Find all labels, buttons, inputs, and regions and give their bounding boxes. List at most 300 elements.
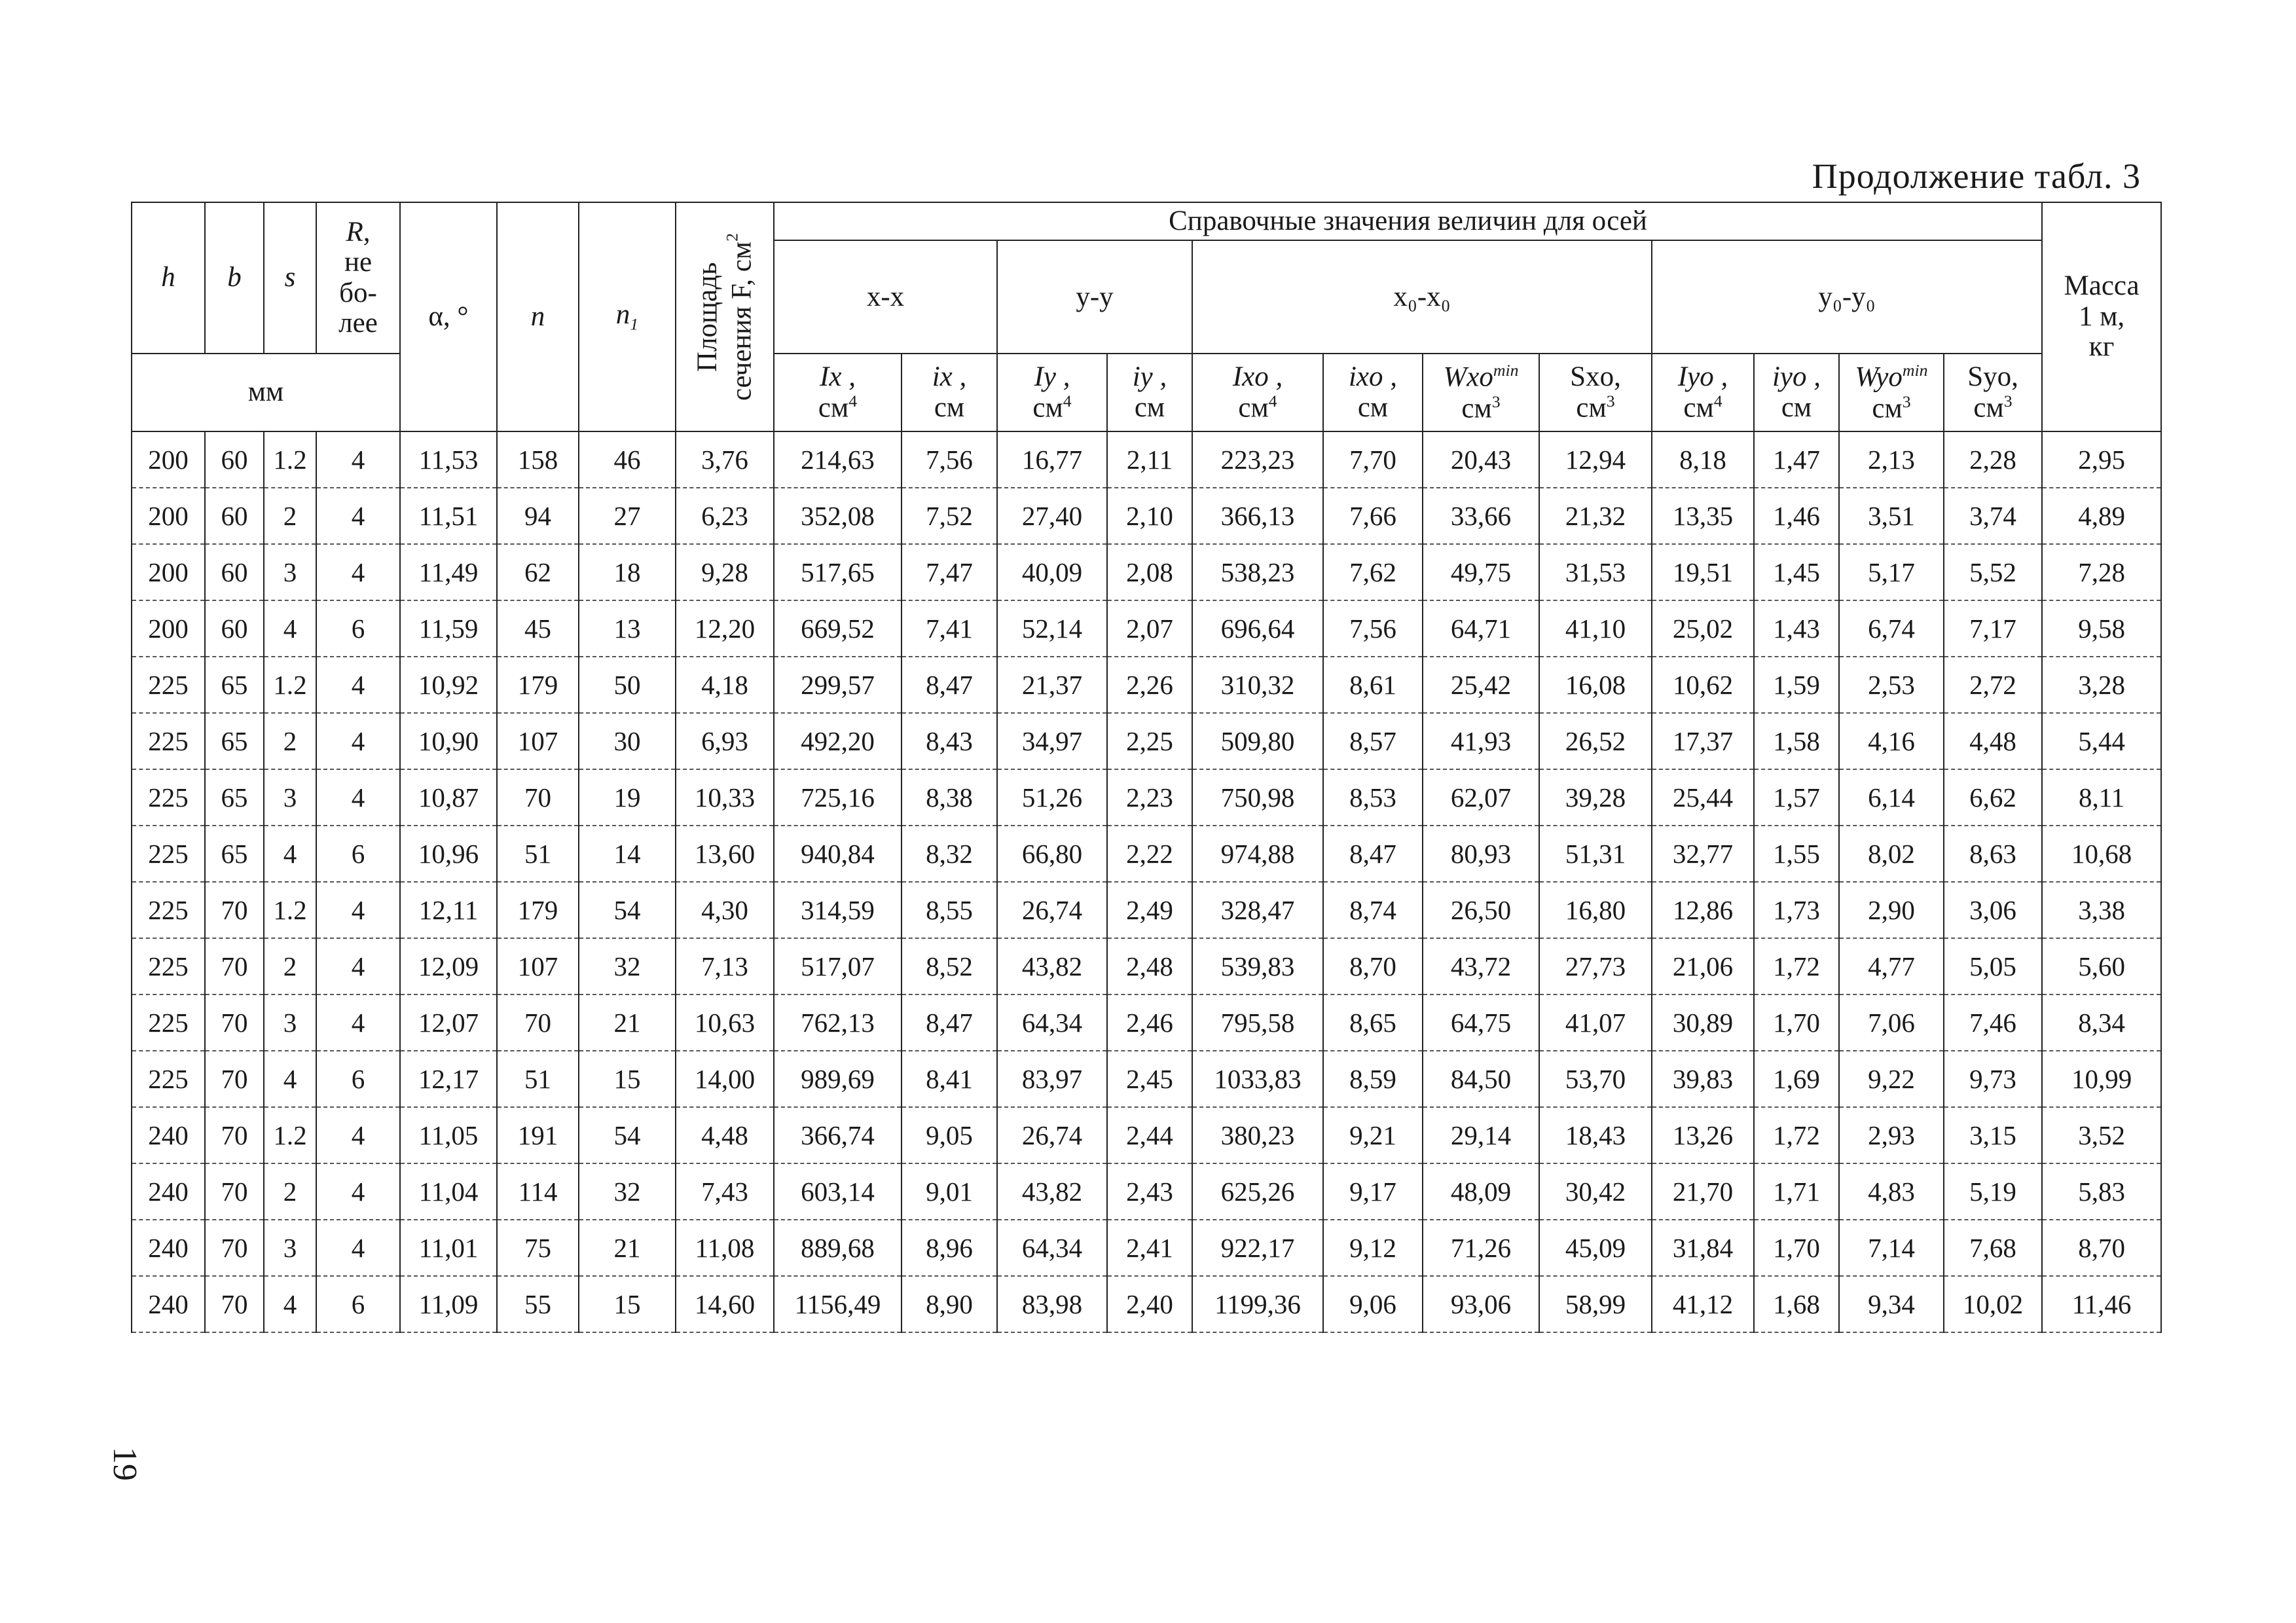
sub-header-wyo: Wyo$^{min}$ $см^3$ xyxy=(1839,354,1944,431)
col-header-alpha: α, ° xyxy=(400,202,497,431)
table-cell: 974,88 xyxy=(1192,826,1323,882)
table-cell: 4 xyxy=(264,826,316,882)
r-label-1: R, xyxy=(346,216,371,247)
table-cell: 2,41 xyxy=(1107,1220,1192,1276)
table-cell: 4 xyxy=(316,657,400,713)
table-cell: 4 xyxy=(316,431,400,488)
table-cell: 52,14 xyxy=(997,600,1107,657)
table-cell: 223,23 xyxy=(1192,431,1323,488)
table-cell: 1,55 xyxy=(1754,826,1839,882)
sub-header-wxo: Wxo$^{min}$ $см^3$ xyxy=(1423,354,1539,431)
table-cell: 70 xyxy=(205,1163,264,1220)
table-cell: 1,71 xyxy=(1754,1163,1839,1220)
r-label-3: бо- xyxy=(339,277,377,308)
table-cell: 18,43 xyxy=(1539,1107,1652,1163)
table-cell: 5,52 xyxy=(1944,544,2042,600)
table-cell: 7,17 xyxy=(1944,600,2042,657)
table-cell: 2,49 xyxy=(1107,882,1192,938)
table-cell: 10,62 xyxy=(1652,657,1754,713)
table-cell: 380,23 xyxy=(1192,1107,1323,1163)
table-cell: 8,70 xyxy=(1323,938,1423,994)
table-cell: 11,08 xyxy=(676,1220,774,1276)
table-cell: 5,17 xyxy=(1839,544,1944,600)
table-cell: 603,14 xyxy=(774,1163,902,1220)
table-cell: 2,46 xyxy=(1107,994,1192,1051)
table-cell: 14,00 xyxy=(676,1051,774,1107)
table-cell: 41,10 xyxy=(1539,600,1652,657)
table-cell: 93,06 xyxy=(1423,1276,1539,1332)
table-cell: 65 xyxy=(205,769,264,826)
table-cell: 1,70 xyxy=(1754,994,1839,1051)
table-cell: 889,68 xyxy=(774,1220,902,1276)
table-cell: 8,65 xyxy=(1323,994,1423,1051)
table-cell: 13,60 xyxy=(676,826,774,882)
table-cell: 7,06 xyxy=(1839,994,1944,1051)
table-cell: 8,74 xyxy=(1323,882,1423,938)
table-cell: 8,47 xyxy=(902,994,997,1051)
sub-header-iyo-moment: Iyo , $см^4$ xyxy=(1652,354,1754,431)
table-cell: 7,13 xyxy=(676,938,774,994)
table-cell: 8,38 xyxy=(902,769,997,826)
table-cell: 9,28 xyxy=(676,544,774,600)
table-cell: 32,77 xyxy=(1652,826,1754,882)
table-cell: 8,53 xyxy=(1323,769,1423,826)
table-cell: 114 xyxy=(497,1163,579,1220)
table-cell: 48,09 xyxy=(1423,1163,1539,1220)
sub-header-ixo-radius: ixo , см xyxy=(1323,354,1423,431)
table-cell: 328,47 xyxy=(1192,882,1323,938)
table-cell: 32 xyxy=(579,1163,676,1220)
table-cell: 4 xyxy=(316,882,400,938)
table-cell: 11,46 xyxy=(2042,1276,2161,1332)
table-cell: 5,60 xyxy=(2042,938,2161,994)
table-cell: 922,17 xyxy=(1192,1220,1323,1276)
table-cell: 7,62 xyxy=(1323,544,1423,600)
table-cell: 25,44 xyxy=(1652,769,1754,826)
sub-header-iy-radius: iy , см xyxy=(1107,354,1192,431)
table-cell: 2,72 xyxy=(1944,657,2042,713)
table-cell: 3 xyxy=(264,994,316,1051)
table-cell: 8,57 xyxy=(1323,713,1423,769)
table-cell: 41,12 xyxy=(1652,1276,1754,1332)
table-cell: 31,53 xyxy=(1539,544,1652,600)
table-cell: 10,90 xyxy=(400,713,497,769)
table-cell: 33,66 xyxy=(1423,488,1539,544)
table-cell: 43,82 xyxy=(997,1163,1107,1220)
table-cell: 25,02 xyxy=(1652,600,1754,657)
table-cell: 26,74 xyxy=(997,1107,1107,1163)
table-cell: 64,34 xyxy=(997,994,1107,1051)
table-cell: 11,51 xyxy=(400,488,497,544)
table-cell: 9,34 xyxy=(1839,1276,1944,1332)
axis-header-y0y0: y₀-y₀ xyxy=(1652,240,2042,354)
mass-label-2: 1 м, xyxy=(2078,301,2125,332)
table-cell: 517,07 xyxy=(774,938,902,994)
table-body xyxy=(132,431,2161,1332)
table-cell: 26,74 xyxy=(997,882,1107,938)
area-label-2: сечения F, см xyxy=(726,241,757,401)
table-cell: 696,64 xyxy=(1192,600,1323,657)
table-cell: 191 xyxy=(497,1107,579,1163)
table-cell: 158 xyxy=(497,431,579,488)
table-cell: 750,98 xyxy=(1192,769,1323,826)
col-header-n1: $n_1$ xyxy=(579,202,676,431)
table-cell: 31,84 xyxy=(1652,1220,1754,1276)
table-cell: 4 xyxy=(264,600,316,657)
table-cell: 1.2 xyxy=(264,431,316,488)
col-header-s: s xyxy=(264,202,316,354)
table-cell: 75 xyxy=(497,1220,579,1276)
table-cell: 26,50 xyxy=(1423,882,1539,938)
table-cell: 60 xyxy=(205,488,264,544)
table-cell: 2,93 xyxy=(1839,1107,1944,1163)
table-row xyxy=(132,1051,2161,1107)
table-cell: 225 xyxy=(132,769,205,826)
table-cell: 240 xyxy=(132,1220,205,1276)
table-cell: 11,01 xyxy=(400,1220,497,1276)
table-cell: 4 xyxy=(316,1107,400,1163)
table-caption: Продолжение табл. 3 xyxy=(1812,156,2141,196)
table-cell: 19,51 xyxy=(1652,544,1754,600)
sub-header-sxo: Sxo, $см^3$ xyxy=(1539,354,1652,431)
section-properties-table xyxy=(131,202,2162,1333)
table-cell: 7,14 xyxy=(1839,1220,1944,1276)
table-cell: 2,90 xyxy=(1839,882,1944,938)
table-cell: 7,56 xyxy=(1323,600,1423,657)
table-cell: 2,40 xyxy=(1107,1276,1192,1332)
table-cell: 84,50 xyxy=(1423,1051,1539,1107)
table-cell: 14,60 xyxy=(676,1276,774,1332)
table-cell: 4,89 xyxy=(2042,488,2161,544)
table-cell: 70 xyxy=(205,1276,264,1332)
table-cell: 70 xyxy=(497,769,579,826)
table-cell: 9,12 xyxy=(1323,1220,1423,1276)
table-cell: 12,94 xyxy=(1539,431,1652,488)
table-cell: 43,72 xyxy=(1423,938,1539,994)
table-cell: 21 xyxy=(579,994,676,1051)
table-cell: 30,89 xyxy=(1652,994,1754,1051)
table-cell: 1,45 xyxy=(1754,544,1839,600)
table-cell: 9,01 xyxy=(902,1163,997,1220)
table-cell: 54 xyxy=(579,882,676,938)
table-cell: 51,26 xyxy=(997,769,1107,826)
table-cell: 940,84 xyxy=(774,826,902,882)
table-cell: 4 xyxy=(316,1220,400,1276)
table-cell: 27,40 xyxy=(997,488,1107,544)
table-cell: 30,42 xyxy=(1539,1163,1652,1220)
table-cell: 240 xyxy=(132,1276,205,1332)
table-cell: 1,70 xyxy=(1754,1220,1839,1276)
table-cell: 1,72 xyxy=(1754,1107,1839,1163)
table-cell: 11,49 xyxy=(400,544,497,600)
table-cell: 15 xyxy=(579,1276,676,1332)
table-cell: 70 xyxy=(205,1107,264,1163)
table-cell: 225 xyxy=(132,994,205,1051)
table-cell: 2,44 xyxy=(1107,1107,1192,1163)
table-cell: 3 xyxy=(264,769,316,826)
table-cell: 83,98 xyxy=(997,1276,1107,1332)
table-cell: 3,51 xyxy=(1839,488,1944,544)
table-cell: 70 xyxy=(497,994,579,1051)
table-cell: 299,57 xyxy=(774,657,902,713)
table-cell: 8,34 xyxy=(2042,994,2161,1051)
table-cell: 50 xyxy=(579,657,676,713)
table-cell: 1,47 xyxy=(1754,431,1839,488)
table-cell: 27,73 xyxy=(1539,938,1652,994)
sub-header-iy-moment: Iy , $см^4$ xyxy=(997,354,1107,431)
table-cell: 9,05 xyxy=(902,1107,997,1163)
table-cell: 60 xyxy=(205,431,264,488)
table-cell: 9,21 xyxy=(1323,1107,1423,1163)
table-cell: 225 xyxy=(132,826,205,882)
table-cell: 1033,83 xyxy=(1192,1051,1323,1107)
table-cell: 7,47 xyxy=(902,544,997,600)
table-cell: 51 xyxy=(497,826,579,882)
table-cell: 9,58 xyxy=(2042,600,2161,657)
table-cell: 10,63 xyxy=(676,994,774,1051)
table-cell: 6 xyxy=(316,826,400,882)
r-label-4: лее xyxy=(338,308,378,339)
table-cell: 21,70 xyxy=(1652,1163,1754,1220)
table-cell: 200 xyxy=(132,488,205,544)
r-label-2: не xyxy=(344,247,373,278)
table-row xyxy=(132,431,2161,488)
table-cell: 2,11 xyxy=(1107,431,1192,488)
table-cell: 2,08 xyxy=(1107,544,1192,600)
table-cell: 14 xyxy=(579,826,676,882)
table-cell: 310,32 xyxy=(1192,657,1323,713)
axis-header-yy: y-y xyxy=(997,240,1192,354)
table-cell: 30 xyxy=(579,713,676,769)
table-cell: 7,68 xyxy=(1944,1220,2042,1276)
ref-values-header: Справочные значения величин для осей xyxy=(774,202,2042,240)
table-cell: 2,28 xyxy=(1944,431,2042,488)
table-cell: 21 xyxy=(579,1220,676,1276)
table-cell: 46 xyxy=(579,431,676,488)
table-row xyxy=(132,882,2161,938)
table-cell: 6,74 xyxy=(1839,600,1944,657)
table-cell: 214,63 xyxy=(774,431,902,488)
table-cell: 8,61 xyxy=(1323,657,1423,713)
table-cell: 51 xyxy=(497,1051,579,1107)
table-cell: 11,04 xyxy=(400,1163,497,1220)
table-cell: 4 xyxy=(316,994,400,1051)
table-cell: 11,53 xyxy=(400,431,497,488)
table-cell: 1,73 xyxy=(1754,882,1839,938)
table-cell: 15 xyxy=(579,1051,676,1107)
table-cell: 12,09 xyxy=(400,938,497,994)
table-cell: 3,28 xyxy=(2042,657,2161,713)
table-cell: 6,14 xyxy=(1839,769,1944,826)
table-cell: 20,43 xyxy=(1423,431,1539,488)
table-cell: 8,90 xyxy=(902,1276,997,1332)
table-cell: 12,17 xyxy=(400,1051,497,1107)
col-header-h: h xyxy=(132,202,205,354)
table-cell: 509,80 xyxy=(1192,713,1323,769)
table-cell: 517,65 xyxy=(774,544,902,600)
sub-header-ixo-moment: Ixo , $см^4$ xyxy=(1192,354,1323,431)
table-row xyxy=(132,938,2161,994)
table-cell: 21,32 xyxy=(1539,488,1652,544)
table-cell: 7,56 xyxy=(902,431,997,488)
table-cell: 49,75 xyxy=(1423,544,1539,600)
table-cell: 4,77 xyxy=(1839,938,1944,994)
table-cell: 2,45 xyxy=(1107,1051,1192,1107)
table-cell: 4 xyxy=(316,769,400,826)
table-cell: 225 xyxy=(132,713,205,769)
table-cell: 10,99 xyxy=(2042,1051,2161,1107)
table-cell: 4 xyxy=(316,938,400,994)
table-cell: 64,71 xyxy=(1423,600,1539,657)
table-cell: 200 xyxy=(132,431,205,488)
table-cell: 3 xyxy=(264,544,316,600)
table-cell: 60 xyxy=(205,544,264,600)
table-cell: 64,75 xyxy=(1423,994,1539,1051)
table-cell: 2,22 xyxy=(1107,826,1192,882)
table-cell: 6 xyxy=(316,1276,400,1332)
table-cell: 34,97 xyxy=(997,713,1107,769)
table-cell: 225 xyxy=(132,882,205,938)
table-cell: 64,34 xyxy=(997,1220,1107,1276)
table-cell: 9,17 xyxy=(1323,1163,1423,1220)
table-cell: 16,80 xyxy=(1539,882,1652,938)
table-cell: 39,28 xyxy=(1539,769,1652,826)
table-cell: 8,43 xyxy=(902,713,997,769)
table-cell: 10,33 xyxy=(676,769,774,826)
table-cell: 70 xyxy=(205,1220,264,1276)
table-cell: 8,47 xyxy=(1323,826,1423,882)
table-cell: 40,09 xyxy=(997,544,1107,600)
table-row xyxy=(132,826,2161,882)
table-cell: 65 xyxy=(205,713,264,769)
table-cell: 19 xyxy=(579,769,676,826)
table-cell: 8,11 xyxy=(2042,769,2161,826)
mass-label-1: Масса xyxy=(2064,270,2140,302)
table-cell: 2 xyxy=(264,1163,316,1220)
table-cell: 21,06 xyxy=(1652,938,1754,994)
table-cell: 1.2 xyxy=(264,882,316,938)
table-cell: 11,09 xyxy=(400,1276,497,1332)
table-cell: 8,96 xyxy=(902,1220,997,1276)
col-header-mass xyxy=(2042,202,2161,431)
table-cell: 8,47 xyxy=(902,657,997,713)
table-cell: 3,52 xyxy=(2042,1107,2161,1163)
table-cell: 70 xyxy=(205,882,264,938)
table-row xyxy=(132,1107,2161,1163)
table-cell: 4 xyxy=(316,1163,400,1220)
table-cell: 8,52 xyxy=(902,938,997,994)
table-cell: 225 xyxy=(132,657,205,713)
table-cell: 2,26 xyxy=(1107,657,1192,713)
table-cell: 12,86 xyxy=(1652,882,1754,938)
table-cell: 989,69 xyxy=(774,1051,902,1107)
table-cell: 6 xyxy=(316,600,400,657)
table-cell: 71,26 xyxy=(1423,1220,1539,1276)
table-cell: 58,99 xyxy=(1539,1276,1652,1332)
table-cell: 8,63 xyxy=(1944,826,2042,882)
table-cell: 4 xyxy=(316,713,400,769)
table-cell: 83,97 xyxy=(997,1051,1107,1107)
table-cell: 12,07 xyxy=(400,994,497,1051)
table-cell: 4 xyxy=(316,488,400,544)
table-cell: 13,26 xyxy=(1652,1107,1754,1163)
table-cell: 54 xyxy=(579,1107,676,1163)
table-cell: 4,48 xyxy=(676,1107,774,1163)
table-cell: 12,11 xyxy=(400,882,497,938)
table-row xyxy=(132,1220,2161,1276)
sub-header-syo: Syo, $см^3$ xyxy=(1944,354,2042,431)
table-cell: 200 xyxy=(132,600,205,657)
table-cell: 39,83 xyxy=(1652,1051,1754,1107)
table-row xyxy=(132,544,2161,600)
table-cell: 8,32 xyxy=(902,826,997,882)
table-cell: 107 xyxy=(497,938,579,994)
sub-header-iyo-radius: iyo , см xyxy=(1754,354,1839,431)
table-cell: 725,16 xyxy=(774,769,902,826)
table-row xyxy=(132,488,2161,544)
table-cell: 314,59 xyxy=(774,882,902,938)
table-row xyxy=(132,994,2161,1051)
table-cell: 1,57 xyxy=(1754,769,1839,826)
table-cell: 795,58 xyxy=(1192,994,1323,1051)
table-row xyxy=(132,1163,2161,1220)
table-row xyxy=(132,600,2161,657)
table-cell: 539,83 xyxy=(1192,938,1323,994)
table-cell: 9,73 xyxy=(1944,1051,2042,1107)
axis-header-x0x0: x₀-x₀ xyxy=(1192,240,1652,354)
area-label-1: Площадь xyxy=(692,262,723,372)
table-cell: 25,42 xyxy=(1423,657,1539,713)
table-cell: 2 xyxy=(264,488,316,544)
table-cell: 8,41 xyxy=(902,1051,997,1107)
table-cell: 51,31 xyxy=(1539,826,1652,882)
table-cell: 240 xyxy=(132,1107,205,1163)
table-cell: 13 xyxy=(579,600,676,657)
table-cell: 70 xyxy=(205,994,264,1051)
table-cell: 2 xyxy=(264,713,316,769)
table-cell: 492,20 xyxy=(774,713,902,769)
table-cell: 6,23 xyxy=(676,488,774,544)
table-cell: 7,46 xyxy=(1944,994,2042,1051)
table-cell: 12,20 xyxy=(676,600,774,657)
table-cell: 55 xyxy=(497,1276,579,1332)
table-cell: 6,93 xyxy=(676,713,774,769)
table-cell: 7,28 xyxy=(2042,544,2161,600)
table-cell: 1,69 xyxy=(1754,1051,1839,1107)
table-cell: 26,52 xyxy=(1539,713,1652,769)
table-cell: 70 xyxy=(205,1051,264,1107)
table-cell: 10,68 xyxy=(2042,826,2161,882)
table-cell: 1,68 xyxy=(1754,1276,1839,1332)
table-cell: 7,43 xyxy=(676,1163,774,1220)
table-cell: 2,10 xyxy=(1107,488,1192,544)
table-cell: 7,70 xyxy=(1323,431,1423,488)
table-cell: 4,18 xyxy=(676,657,774,713)
table-cell: 18 xyxy=(579,544,676,600)
col-header-r xyxy=(316,202,400,354)
table-cell: 45 xyxy=(497,600,579,657)
table-cell: 366,74 xyxy=(774,1107,902,1163)
table-cell: 352,08 xyxy=(774,488,902,544)
table-cell: 16,77 xyxy=(997,431,1107,488)
table-cell: 7,52 xyxy=(902,488,997,544)
table-cell: 4,30 xyxy=(676,882,774,938)
table-cell: 5,05 xyxy=(1944,938,2042,994)
table-cell: 8,59 xyxy=(1323,1051,1423,1107)
unit-mm-header: мм xyxy=(132,354,400,431)
table-cell: 9,22 xyxy=(1839,1051,1944,1107)
table-cell: 66,80 xyxy=(997,826,1107,882)
